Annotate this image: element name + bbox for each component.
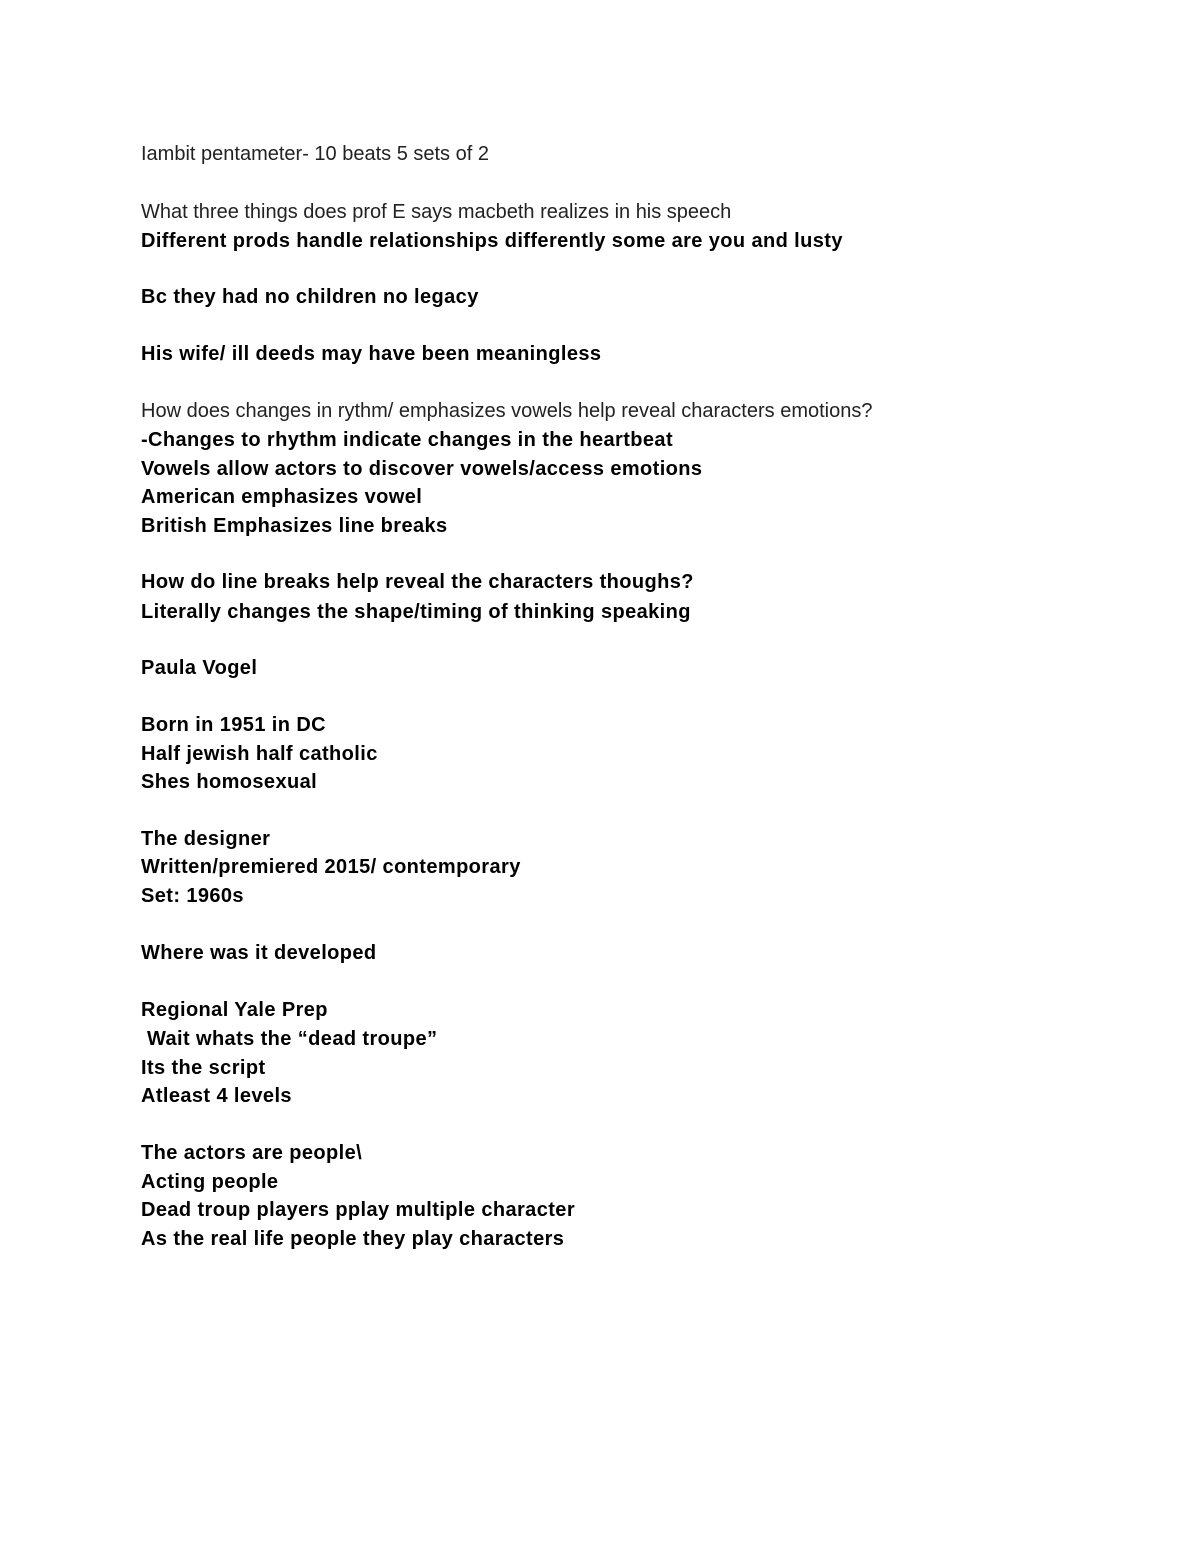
question-developed: Where was it developed xyxy=(141,942,377,964)
heading-the-designer: The designer xyxy=(141,828,271,850)
fact-set: Set: 1960s xyxy=(141,885,244,907)
answer-vowels: Vowels allow actors to discover vowels/access emotions xyxy=(141,458,703,480)
fact-heritage: Half jewish half catholic xyxy=(141,743,378,765)
answer-script: Its the script xyxy=(141,1057,266,1079)
question-macbeth: What three things does prof E says macbeth realizes in his speech xyxy=(141,201,732,223)
answer-regional: Regional Yale Prep xyxy=(141,999,328,1021)
answer-prods: Different prods handle relationships differently some are you and lusty xyxy=(141,230,843,252)
fact-written: Written/premiered 2015/ contemporary xyxy=(141,856,521,878)
answer-british: British Emphasizes line breaks xyxy=(141,515,448,537)
level-actors-people: The actors are people\ xyxy=(141,1142,363,1164)
answer-wife: His wife/ ill deeds may have been meaningless xyxy=(141,343,602,365)
answer-american: American emphasizes vowel xyxy=(141,486,423,508)
fact-born: Born in 1951 in DC xyxy=(141,714,327,736)
question-dead-troupe: Wait whats the “dead troupe” xyxy=(141,1028,438,1050)
level-real-life: As the real life people they play characters xyxy=(141,1228,565,1250)
heading-paula-vogel: Paula Vogel xyxy=(141,657,258,679)
question-line-breaks: How do line breaks help reveal the characters thoughs? xyxy=(141,571,694,593)
answer-line-breaks: Literally changes the shape/timing of thinking speaking xyxy=(141,601,691,623)
answer-heartbeat: -Changes to rhythm indicate changes in the heartbeat xyxy=(141,429,674,451)
level-acting-people: Acting people xyxy=(141,1171,279,1193)
level-dead-troup: Dead troup players pplay multiple character xyxy=(141,1199,575,1221)
question-rhythm: How does changes in rythm/ emphasizes vowels help reveal characters emotions? xyxy=(141,400,873,422)
note-line-iambic: Iambit pentameter- 10 beats 5 sets of 2 xyxy=(141,143,489,165)
answer-levels: Atleast 4 levels xyxy=(141,1085,292,1107)
fact-orientation: Shes homosexual xyxy=(141,771,318,793)
answer-legacy: Bc they had no children no legacy xyxy=(141,286,479,308)
